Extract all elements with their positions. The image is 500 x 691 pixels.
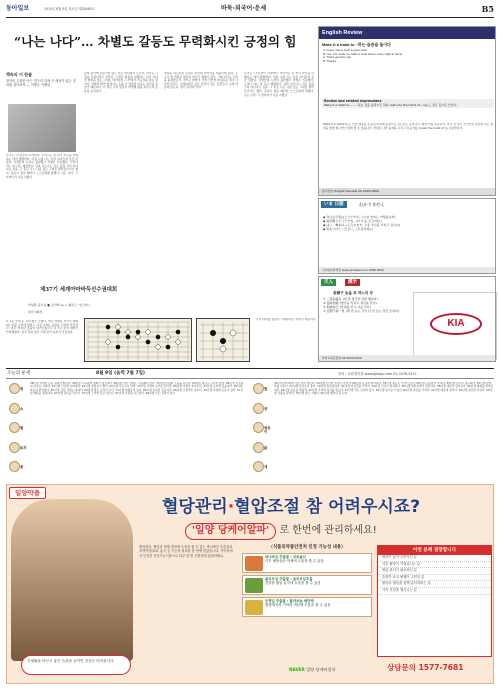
zodiac-cell [250,440,272,460]
zodiac-name: 개 [264,465,268,469]
zodiac-name: 토끼 [20,445,27,450]
product-name: 은행잎 추출물 : 플라보놀 배당체 [265,598,314,603]
zodiac-icon [253,422,264,433]
ad-product-title: 〈식품의약품안전처 인정 기능성 내용〉 [268,545,346,550]
japanese-footer: 시사일본어학원 www.ybmsisa.com 1588-0000 [319,267,495,273]
grammar-text: Make it a habit to ~ : ~하는 것을 습관으로 하다. Get into the habit of ~ing 도 같은 뜻으로 쓰인다. [324,102,458,107]
baduk-header [40,287,310,299]
ad-spokesperson-photo [11,499,133,661]
dialogue-line: B: Yes. I've made it a habit to cook dinner every night at home. [323,51,403,56]
product-desc: 혈행개선과 기억력 개선에 도움을 줄 수 있음 [265,602,331,607]
article-column-2: 남의 평가에 흔들리지 않는 힘은 어디에서 오는가. 작가는 그것을 긍정이라고 부른다. 긍정은 현실을 외면하는 것이 아니라 현실을 있는 그대로 바라보며 그 안에서 가능성을 찾는 일이다. 차별과 편견 앞에서도 웃을 수 있었던 이유는 자신을 믿었기 때문이다. 이 책은 그런 믿음이 어떻게 삶을 바꾸는지 조용히 보여준다. [84,72,158,93]
zodiac-icon [9,442,20,453]
ad-list-item: 혈당과 혈압을 함께 관리하려는 분 [378,581,491,588]
zodiac-icon [9,383,20,394]
english-dialogue [323,49,493,64]
ad-list-item: 혈당이 높아 고민이신 분 [378,555,491,562]
health-supplement-ad[interactable] [6,484,494,684]
fortune-text-right: 42년생 자녀에게 기쁜 일이 생긴다. 54년생 무리한 투자는 삼가라. 66년생 동료와 협력하라. 78년생 새로운 인연이 있다. 90년생 꾸준함이 답이다. 43년생 휴식이 필요하다. 55년생 뜻한 바를 이룬다. 67년생 문서운이 좋다. 79년생 말조심하라. 91년생 자신감을 가져라. 44년생 건강이 회복된다. 56년생 대인관계가 원만하다. 68년생 재물이 들어온다. 80년생 변화를 받아들여라. 92년생 목표를 세워라. 45년생 가족의 지지를 받는다. 57년생 작은 손재가 있다. 69년생 승진운이 있다. 81년생 여유를 가져라. 93년생 배움에 힘써라. 46년생 평온한 하루다. 58년생 지출을 줄여라. 70년생 좋은 기회다. 82년생 협상이 잘 된다. [274,382,494,395]
hanja-tag-1: 天人 [321,279,336,286]
grammar-title: Review and related expressions [324,99,382,103]
baduk-board-diagram [85,319,193,363]
zodiac-column-left [6,381,28,499]
ad-list-item: 손발이 차고 혈행이 고민인 분 [378,575,491,582]
baduk-meta [28,304,298,315]
english-review-subtitle: Make it a habit to ~하는 습관을 들이다 [322,42,392,47]
english-footer: 동아일보 English Review 02-2020-0000 [319,188,495,195]
hanja-line: ③ 知彼知己 (상대를 알고 나를 안다) [323,305,371,310]
baduk-players: 여섯판 준우승 ● 김기백 vs ○ 휘하스 가르네시 [28,303,90,307]
newspaper-brand: 동아일보 [6,5,30,12]
product-desc: 건강한 혈압 유지에 도움을 줄 수 있음 [265,580,321,585]
zodiac-icon [9,403,20,414]
article-column-1: 우리는 ‘나’로부터 시작한다. 이야기는 늘 자기 자신을 이해하는 데서 출발한다. 어린 시절 나는 다른 아이들과 조금 달랐다. 사람들의 시선이 불편했고 차별은 익숙했다. 그러나 어느 날 나는 깨달았다. 남과 다르다는 것은 틀린 것이 아니라는 것을. 그 후로 나는 나를 있는 그대로 받아들이기로 했다. 갈등이 생길 때마다 스스로에게 말했다. 나는 나다. 그 한마디가 나를 지켰다. [6,154,78,179]
dialogue-line: A: That's good for you. [323,55,352,60]
ad-product-item [242,575,372,595]
zodiac-name: 닭 [264,445,268,450]
zodiac-name: 원숭이 [264,426,271,435]
zodiac-cell [6,420,28,440]
hanja-line: ④ 百聞不如一見 (백 번 듣는 것이 한 번 보는 것만 못하다) [323,309,400,314]
ad-naver-search[interactable] [289,667,336,672]
zodiac-icon [253,461,264,472]
zodiac-name: 쥐 [20,387,24,391]
page-number: B5 [481,4,494,14]
zodiac-icon [9,422,20,433]
baduk-title: 제37기 세계아마바둑선수권대회 [40,287,118,293]
fortune-contact: 문의 : 호원철학관 www.gksaju.com 02-3478-3472 [338,372,417,376]
naver-logo: NAVER [289,667,305,672]
ad-list-item: 혈압 관리가 필요하신 분 [378,568,491,575]
zodiac-name: 용 [20,465,24,469]
book-box-title: 책속의 이 한줄 [6,72,32,77]
hanja-headline: 老婦子 늙을 로 며느리 부 [333,291,374,295]
ad-body-text: 혈당관리, 혈압과 혈행 개선에 도움을 줄 수 있는 바나바잎 추출물과 코엔자임Q10, 홍국 등 기능성 원료를 한 번에 담았습니다. 식약처에서 인정한 건강기능식품으로 하루 한 번 간편하게 섭취하세요. [139,545,233,558]
japanese-lines [323,215,493,231]
dialogue-line: A: Good. You're such a good cook. [323,48,368,52]
zodiac-cell [6,459,28,479]
product-name: 바나바잎 추출물 : 코로솔산 [265,554,306,559]
ad-quote-bubble: 식생활을 바꾸고 좋은 습관을 들이면 건강은 따라옵니다 [21,655,131,675]
fortune-date: 8월 9일 (음력 7월 7일) [96,371,145,376]
zodiac-cell [6,381,28,401]
english-body: Make it a habit to 는 어떤 행동을 꾸준히 반복해 습관으로 만든다는 뜻입니다. 매일 아침 운동하기, 자기 전 일기 쓰기처럼 일상의 작은 실천을 말할 때 자연스럽게 쓸 수 있습니다. 반대로 나쁜 습관을 고치고 싶을 때는 break the habit of 를 사용합니다. [323,123,493,130]
zodiac-column-right [250,381,272,499]
product-image [245,578,263,593]
japanese-box [318,198,496,274]
product-desc: 식후 혈당상승 억제에 도움을 줄 수 있음 [265,558,324,563]
dialogue-line: B: Thanks. [323,59,337,64]
english-review-box [318,26,496,196]
japanese-line: ◆ 気をつけてください。(조심하세요) [323,227,374,231]
book-box-sub: 장자의 우물만 아는 개구리 뒤에 큰 세상이 있는 것처럼 살아보자 — 이병우 이매일 [6,79,76,87]
ad-list-item: 식후 혈당이 걱정되시는 분 [378,562,491,569]
product-name: 올리브잎 추출물 : 올리브잎추출 [265,576,313,581]
ad-headline-c: 참 어려우시죠? [299,497,421,517]
japanese-headline: わかりません [359,203,385,208]
section-title: 바둑·외국어·운세 [221,5,267,12]
baduk-commentary: 흑 1로 먼저 둔 것이 좋은 수였다. 백은 상변을 지키기 위해 2로 받을 수밖에 없었고, 흑은 3·5로 중앙을 두텁게 만들었다. 이후 백 6의 끊음이 날카로웠으나 흑 7로 늘어 대마가 안전해졌다. 결국 흑의 집이 크게 앞서 승부가 기울었다. [6,320,78,334]
zodiac-icon [253,442,264,453]
ad-subheadline [185,523,377,540]
baduk-round: 본선 3회전 [28,309,43,314]
baduk-caption: 흑이 대마를 살렸다. 이제부터는 끝내기 싸움이다. [256,318,317,321]
fortune-label: 오늘의 운세 [7,371,31,376]
ad-product-list [242,545,372,665]
ad-product-item [242,597,372,617]
ad-list-header: 이런 분께 권장합니다 [378,546,491,555]
dateline: 2015년 8월 9일 화요일 제28465호 [44,7,95,11]
zodiac-icon [9,461,20,472]
english-grammar-box [322,99,494,108]
product-image [245,600,263,615]
hanja-line: ① 三思而後行 (세 번 생각한 뒤에 행하다) [323,297,378,301]
masthead [6,4,494,18]
ad-product-pill: '일양 당케어알파' [185,523,276,540]
japanese-line: ◆ 今日の天気はどうですか。(오늘 날씨는 어떻습니까) [323,215,396,219]
zodiac-name: 말 [264,387,268,391]
japanese-line: ◆ 雨が降りそうですね。(비가 올 것 같네요) [323,219,382,223]
ad-list-item: 가족 건강을 챙기시는 분 [378,588,491,595]
zodiac-name: 소 [20,406,24,411]
zodiac-name: 양 [264,406,268,411]
baduk-board [84,318,192,362]
ad-phone-number[interactable]: 상담문의 1577-7681 [387,663,464,672]
baduk-board-2 [196,318,250,362]
japanese-line: ◆ はい、傘を持って行きます。(네, 우산을 가지고 갑니다) [323,223,401,227]
book-quote-box [6,72,78,102]
hanja-lines [323,297,493,313]
hanja-line: ② 温故知新 (옛것을 익히고 새것을 안다) [323,301,377,306]
ad-headline-b: 혈압조절 [234,497,300,517]
article-headline: “나는 나다”… 차별도 갈등도 무력화시킨 긍정의 힘 [14,34,297,49]
zodiac-icon [253,383,264,394]
zodiac-cell [250,401,272,421]
ad-brand-logo: 일양약품 [9,487,46,499]
ad-product-item [242,553,372,573]
naver-search-term: 일양 당케어알파 [306,667,336,672]
hanja-footer: 한자교육진흥회 02-0000-0000 [319,355,495,361]
article-column-3: 책장을 넘길수록 독자는 자신의 이야기를 떠올리게 된다. 누구나 한 번쯤은 세상과 어긋난 경험이 있다. 그때 우리는 무엇을 붙잡았는가. 작가는 말한다. 가장 단단한 버팀목은 결국 나 자신이라고. 소박하지만 깊은 울림이 있는 문장들이 오래 마음에 남는다. 정리 김지현 기자 [164,72,238,90]
ad-sub-rest: 로 한번에 관리하세요! [279,525,377,536]
hanja-box [318,276,496,362]
product-image [245,556,263,571]
zodiac-cell [6,401,28,421]
baduk-board-diagram-2 [197,319,251,363]
kia-logo: KIA [430,313,482,335]
zodiac-cell [250,459,272,479]
fortune-header [6,368,494,379]
zodiac-cell [250,381,272,401]
hanja-tag-2: 漢字 [345,279,360,286]
ad-recommend-list [377,545,492,657]
zodiac-cell [6,440,28,460]
ad-headline-sep: · [227,497,235,517]
ad-headline [162,497,420,518]
ad-headline-a: 혈당관리 [162,497,228,517]
zodiac-name: 범 [20,426,24,430]
japanese-tag: いま 日語 [321,201,347,208]
fortune-text-left: 36년생 기대한 만큼 결과가 따른다. 48년생 가족과의 대화가 필요하다. 60년생 작은 일에도 신중해야 한다. 72년생 뜻밖의 도움을 받는다. 84년생 새로운 시작이 좋다. 96년생 친구와의 약속을 지켜라. 37년생 건강에 유의하라. 49년생 재물운이 좋다. 61년생 서두르지 마라. 73년생 주변의 조언을 들어라. 85년생 기회가 찾아온다. 97년생 공부에 집중하라. 38년생 마음이 편안하다. 50년생 금전 거래는 피하라. 62년생 좋은 소식이 온다. 74년생 여행운이 있다. 86년생 인내가 필요하다. 98년생 긍정적인 하루다. 39년생 가정에 웃음이 있다. 51년생 계획을 점검하라. 63년생 귀인을 만난다. 75년생 노력한 만큼 얻는다. 87년생 감정을 다스려라. 99년생 작은 성과가 있다. [30,382,244,395]
author-photo [8,104,76,152]
zodiac-icon [253,403,264,414]
zodiac-cell [250,420,272,440]
english-review-header: English Review [319,27,495,39]
article-column-4: 우리는 ‘나’로부터 시작한다. 이야기는 늘 자기 자신을 이해하는 데서 출발한다. 어린 시절 나는 다른 아이들과 조금 달랐다. 사람들의 시선이 불편했고 차별은 익숙했다. 그러나 어느 날 나는 깨달았다. 남과 다르다는 것은 틀린 것이 아니라는 것을. 그 후로 나는 나를 있는 그대로 받아들이기로 했다. 갈등이 생길 때마다 스스로에게 말했다. 나는 나다. 그 한마디가 나를 지켰다. [244,72,314,97]
